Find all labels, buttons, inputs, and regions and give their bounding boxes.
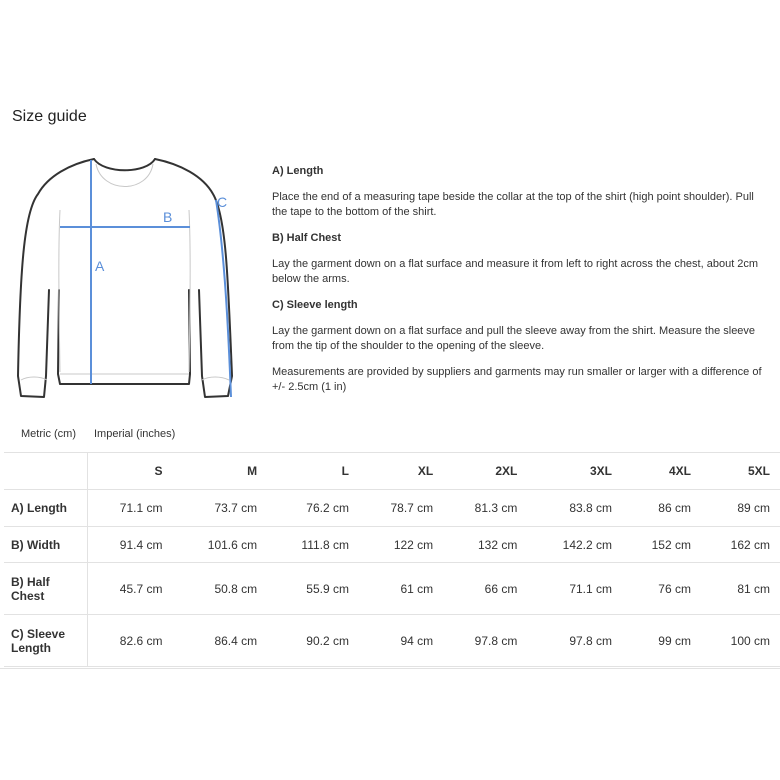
size-table (4, 452, 780, 667)
row-label: C) Sleeve Length (4, 615, 88, 667)
sweatshirt-diagram (10, 150, 250, 402)
sleeve-heading: C) Sleeve length (272, 299, 358, 311)
size-header: XL (359, 453, 443, 490)
table-cell: 89 cm (701, 490, 780, 527)
table-cell: 55.9 cm (267, 563, 359, 615)
length-heading: A) Length (272, 165, 324, 177)
table-cell: 66 cm (443, 563, 527, 615)
half-chest-text: Lay the garment down on a flat surface and measure it from left to right across the chest, about 2cm below the arms. (272, 258, 759, 285)
table-cell: 132 cm (443, 527, 527, 563)
size-header: M (172, 453, 267, 490)
label-a: A (95, 258, 105, 274)
table-cell: 71.1 cm (527, 563, 622, 615)
table-cell: 81.3 cm (443, 490, 527, 527)
table-cell: 50.8 cm (172, 563, 267, 615)
table-cell: 78.7 cm (359, 490, 443, 527)
unit-toggle (21, 428, 193, 440)
disclaimer-text: Measurements are provided by suppliers and garments may run smaller or larger with a difference of +/- 2.5cm (1 in) (272, 366, 762, 393)
table-cell: 94 cm (359, 615, 443, 667)
table-cell: 90.2 cm (267, 615, 359, 667)
size-header: S (88, 453, 173, 490)
table-cell: 152 cm (622, 527, 701, 563)
table-cell: 61 cm (359, 563, 443, 615)
label-b: B (163, 209, 173, 225)
size-header: 2XL (443, 453, 527, 490)
row-label: B) Half Chest (4, 563, 88, 615)
table-cell: 71.1 cm (88, 490, 173, 527)
table-cell: 97.8 cm (527, 615, 622, 667)
table-cell: 81 cm (701, 563, 780, 615)
metric-tab[interactable]: Metric (cm) (21, 428, 76, 440)
table-cell: 100 cm (701, 615, 780, 667)
sweatshirt-outline (18, 159, 232, 397)
measurement-instructions (272, 164, 772, 406)
table-cell: 99 cm (622, 615, 701, 667)
measure-lines (60, 160, 231, 397)
table-cell: 82.6 cm (88, 615, 173, 667)
table-row (4, 527, 780, 563)
sweatshirt-details (21, 164, 229, 380)
table-cell: 83.8 cm (527, 490, 622, 527)
table-cell: 76 cm (622, 563, 701, 615)
table-cell: 111.8 cm (267, 527, 359, 563)
length-text: Place the end of a measuring tape beside the collar at the top of the shirt (high point shoulder). Pull the tape to the bottom of the shirt. (272, 191, 754, 218)
page-title: Size guide (12, 108, 87, 125)
size-header: 4XL (622, 453, 701, 490)
row-label: A) Length (4, 490, 88, 527)
size-header: 3XL (527, 453, 622, 490)
table-cell: 142.2 cm (527, 527, 622, 563)
table-cell: 101.6 cm (172, 527, 267, 563)
table-row (4, 490, 780, 527)
table-cell: 76.2 cm (267, 490, 359, 527)
row-label: B) Width (4, 527, 88, 563)
table-cell: 122 cm (359, 527, 443, 563)
table-row (4, 615, 780, 667)
table-header-row (4, 453, 780, 490)
size-header: 5XL (701, 453, 780, 490)
empty-header-cell (4, 453, 88, 490)
table-cell: 162 cm (701, 527, 780, 563)
table-row (4, 563, 780, 615)
half-chest-heading: B) Half Chest (272, 232, 342, 244)
table-cell: 91.4 cm (88, 527, 173, 563)
table-cell: 86 cm (622, 490, 701, 527)
imperial-tab[interactable]: Imperial (inches) (94, 428, 176, 440)
label-c: C (217, 194, 228, 210)
table-cell: 73.7 cm (172, 490, 267, 527)
divider (0, 668, 780, 669)
sleeve-text: Lay the garment down on a flat surface and pull the sleeve away from the shirt. Measure the sleeve from the tip of the shoulder to the opening of the sleeve. (272, 325, 756, 352)
table-cell: 86.4 cm (172, 615, 267, 667)
size-header: L (267, 453, 359, 490)
table-cell: 97.8 cm (443, 615, 527, 667)
table-cell: 45.7 cm (88, 563, 173, 615)
